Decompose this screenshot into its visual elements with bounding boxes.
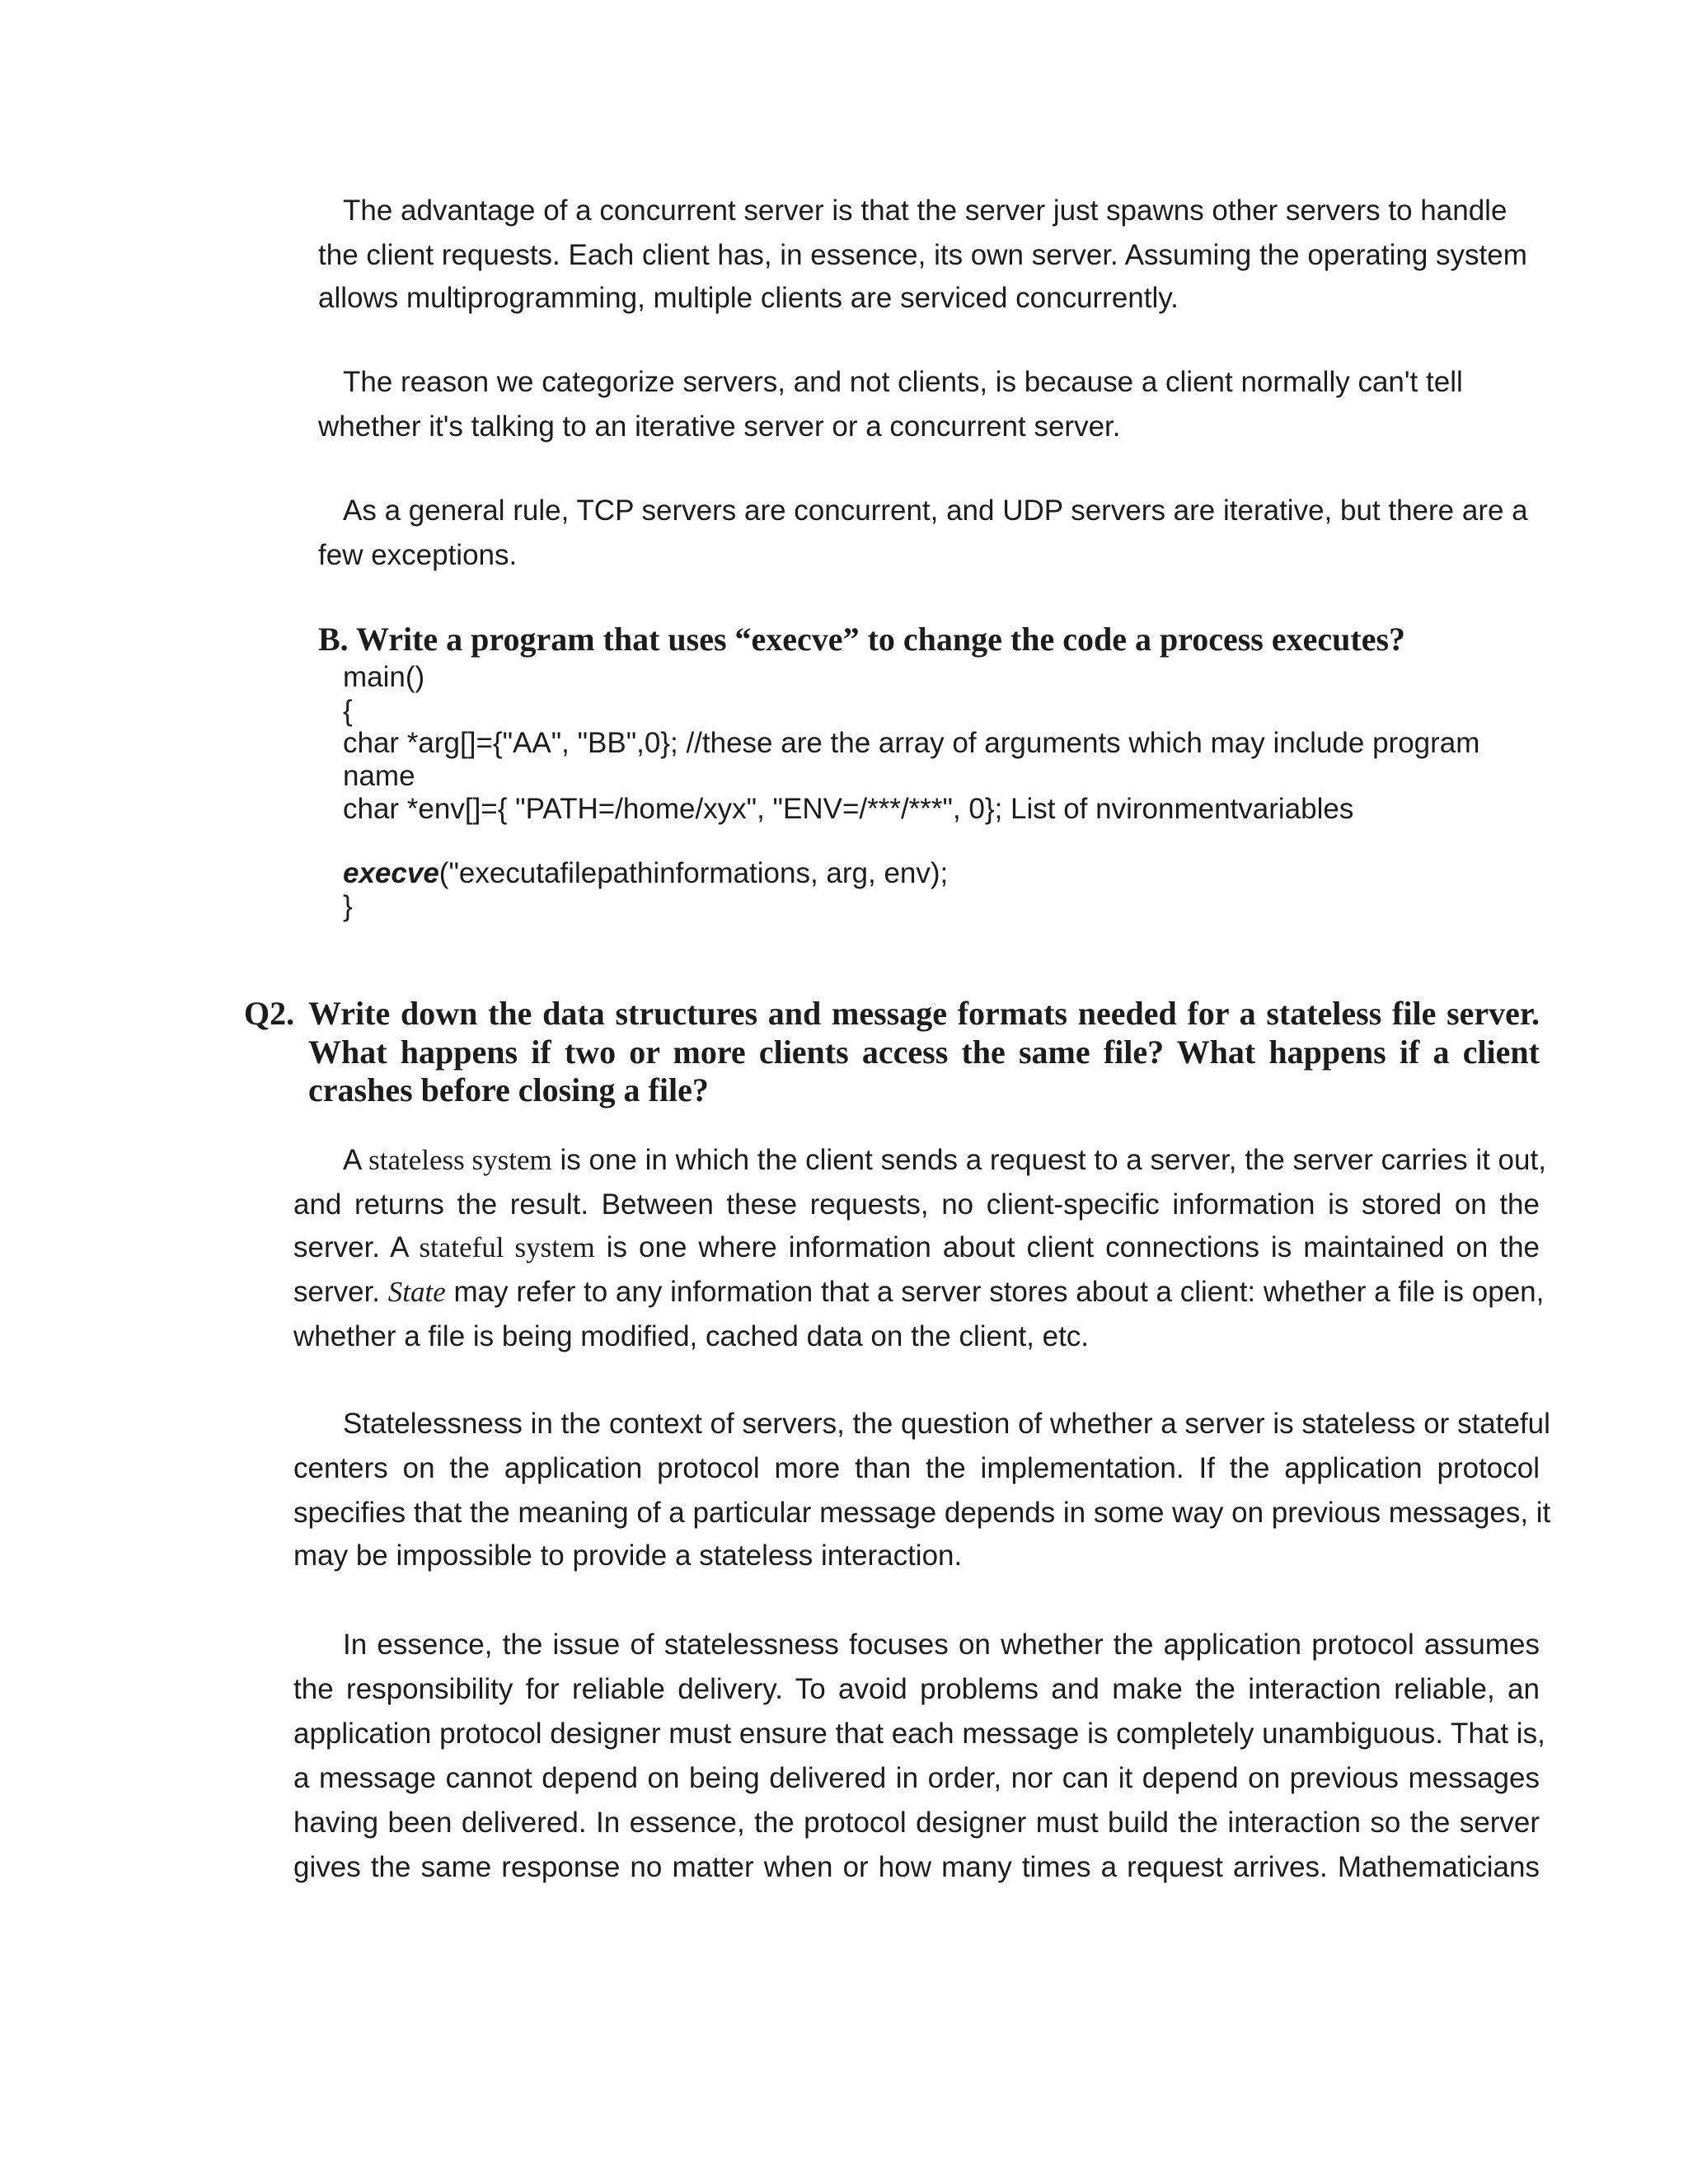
- text-line: having been delivered. In essence, the protocol designer must build the interaction so the server: [293, 1807, 1540, 1839]
- text-fragment: server.: [293, 1276, 388, 1308]
- code-line: }: [343, 890, 353, 922]
- text-line: [293, 1276, 1545, 1309]
- text-line: [293, 1231, 1540, 1264]
- question-line: crashes before closing a file?: [308, 1071, 709, 1108]
- text-fragment: may refer to any information that a server stores about a client: whether a file is open,: [445, 1276, 1545, 1308]
- part-b-heading: B. Write a program that uses “execve” to change the code a process executes?: [318, 621, 1406, 658]
- text-line: the client requests. Each client has, in essence, its own server. Assuming the operating system: [318, 239, 1527, 271]
- code-line: [343, 857, 948, 890]
- code-line: {: [343, 695, 353, 727]
- term-state: State: [387, 1276, 446, 1308]
- question-line: What happens if two or more clients access the same file? What happens if a client: [308, 1033, 1540, 1071]
- code-line: char *env[]={ "PATH=/home/xyx", "ENV=/***/***", 0}; List of nvironmentvariables: [343, 793, 1354, 825]
- text-fragment: server. A: [293, 1231, 420, 1263]
- text-line: As a general rule, TCP servers are concurrent, and UDP servers are iterative, but there are a: [343, 494, 1528, 527]
- text-line: whether a file is being modified, cached data on the client, etc.: [293, 1320, 1090, 1352]
- code-line: char *arg[]={"AA", "BB",0}; //these are the array of arguments which may include program: [343, 727, 1480, 759]
- text-line: The reason we categorize servers, and not clients, is because a client normally can't tell: [343, 366, 1463, 398]
- text-line: gives the same response no matter when or how many times a request arrives. Mathematicians: [293, 1851, 1540, 1883]
- execve-arguments: ("executafilepathinformations, arg, env);: [438, 857, 949, 889]
- text-line: [343, 1144, 1546, 1177]
- text-fragment: is one where information about client connections is maintained on the: [594, 1231, 1540, 1263]
- text-line: whether it's talking to an iterative server or a concurrent server.: [318, 410, 1121, 443]
- question-line: Write down the data structures and message formats needed for a stateless file server.: [308, 995, 1540, 1032]
- term-stateless-system: stateless system: [368, 1144, 552, 1176]
- text-line: specifies that the meaning of a particular message depends in some way on previous messages, it: [293, 1497, 1551, 1529]
- text-line: allows multiprogramming, multiple clients are serviced concurrently.: [318, 282, 1179, 314]
- text-line: centers on the application protocol more than the implementation. If the application protocol: [293, 1452, 1540, 1484]
- text-fragment: is one in which the client sends a request to a server, the server carries it out,: [551, 1144, 1546, 1176]
- term-stateful-system: stateful system: [419, 1231, 595, 1263]
- text-line: few exceptions.: [318, 539, 518, 571]
- code-line: main(): [343, 661, 425, 693]
- text-line: and returns the result. Between these requests, no client-specific information is stored on the: [293, 1188, 1540, 1221]
- execve-function-name: execve: [343, 857, 439, 889]
- text-line: application protocol designer must ensure that each message is completely unambiguous. That is,: [293, 1718, 1545, 1750]
- text-line: The advantage of a concurrent server is that the server just spawns other servers to handle: [343, 194, 1507, 227]
- code-line: name: [343, 760, 415, 792]
- text-line: a message cannot depend on being delivered in order, nor can it depend on previous messages: [293, 1762, 1540, 1794]
- text-line: Statelessness in the context of servers, the question of whether a server is stateless or stateful: [343, 1408, 1550, 1440]
- text-line: may be impossible to provide a stateless interaction.: [293, 1540, 963, 1572]
- text-line: the responsibility for reliable delivery. To avoid problems and make the interaction reliable, an: [293, 1673, 1540, 1705]
- text-fragment: A: [343, 1144, 369, 1176]
- text-line: In essence, the issue of statelessness focuses on whether the application protocol assumes: [343, 1629, 1540, 1661]
- question-number: Q2.: [244, 995, 295, 1032]
